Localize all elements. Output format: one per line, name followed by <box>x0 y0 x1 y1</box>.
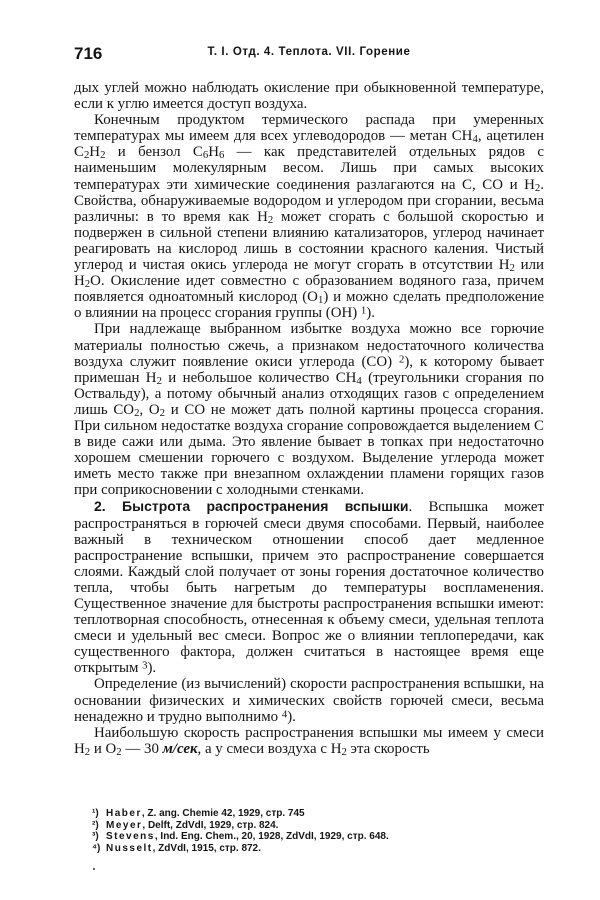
page-number: 716 <box>74 44 103 63</box>
print-speck <box>93 868 95 870</box>
footnote: ¹) Haber, Z. ang. Chemie 42, 1929, стр. 745 <box>92 808 305 819</box>
body-text <box>74 80 544 757</box>
footnote-ref-4: 4 <box>281 707 288 720</box>
paragraph-2: Конечным продуктом термического распада при умеренных температурах мы имеем для всех углеводородов — метан $CH_4$, ацетилен $C_2H_2$ и бензол $C_6H_6$ — как представителей отдельных рядов с наименьшим молекулярным весом. Лишь при самых высоких температурах эти химические соединения разлагаются на C, CO и $H_2$. Свойства, обнаруживаемые водородом и углеродом при сгорании, весьма различны: в то время как $H_2$ может сгорать с большой скоростью и подвержен в сильной степени влиянию катализаторов, углерод начинает реагировать на кислород лишь в состоянии красного каления. Чистый углерод и чистая окись углерода не могут сгорать в отсутствии $H_2$ или $H_2O$. Окисление идет совместно с образованием водяного газа, причем появляется одноатомный кислород $(O_1)$ и можно сделать предположение о влиянии на процесс сгорания группы (OH) $^1$). <box>74 112 545 322</box>
footnote-ref-3: 3 <box>142 659 148 672</box>
running-title: Т. I. Отд. 4. Теплота. VII. Горение <box>207 46 411 58</box>
paragraph-1: дых углей можно наблюдать окисление при обыкновенной температуре, если к углю имеется доступ воздуха. <box>74 80 544 113</box>
paragraph-6: Наибольшую скорость распространения вспышки мы имеем у смеси $H_2$ и $O_2$ — 30 м/сек, а у смеси воздуха с $H_2$ эта скорость <box>74 724 544 758</box>
page-header <box>74 44 544 66</box>
footnote: ³) Stevens, Ind. Eng. Chem., 20, 1928, ZdVdI, 1929, стр. 648. <box>92 831 389 843</box>
footnote-ref-1: 1 <box>360 304 367 317</box>
footnote: ²) Meyer, Delft, ZdVdI, 1929, стр. 824. <box>92 819 279 831</box>
footnote: ⁴) Nusselt, ZdVdI, 1915, стр. 872. <box>92 842 261 854</box>
paragraph-3: При надлежаще выбранном избытке воздуха можно все горючие материалы полностью сжечь, а признаком недостаточного количества воздуха служит появление окиси углерода (CO) $^2$), к которому бывает примешан $H_2$ и небольшое количество $CH_4$ (треугольники сгорания по Оствальду), а потому обычный анализ отходящих газов с определением лишь $CO_2$, $O_2$ и CO не может дать полной картины процесса сгорания. При сильном недостатке воздуха сгорание сопровождается выделением C в виде сажи или дыма. Это явление бывает в топках при недостаточно хорошем смешении горючего с воздухом. Выделение углерода может иметь место также при внезапном охлаждении пламени горящих газов при соприкосновении с холодными стенками. <box>74 321 545 499</box>
section-heading: 2. Быстрота распространения вспышки <box>94 498 409 515</box>
paragraph-4: 2. Быстрота распространения вспышки. Вспышка может распространяться в горючей смеси двумя способами. Первый, наиболее важный в техническом отношении способ дает медленное распространение вспышки, причем это распространение совершается слоями. Каждый слой получает от зоны горения достаточное количество тепла, чтобы быть нагретым до температуры воспламенения. Существенное значение для быстроты распространения вспышки имеют: теплотворная способность, отнесенная к объему смеси, удельная теплота смеси и удельный вес смеси. Вопрос же о влиянии теплопередачи, как существенного фактора, должен считаться в настоящее время еще открытым $^3$). <box>74 498 544 677</box>
footnotes <box>92 808 532 854</box>
footnote-ref-2: 2 <box>398 352 405 365</box>
paragraph-5: Определение (из вычислений) скорости распространения вспышки, на основании физических и химических свойств горючей смеси, весьма ненадежно и трудно выполнимо $^4$). <box>74 676 544 725</box>
unit-label: м/сек <box>162 740 198 757</box>
